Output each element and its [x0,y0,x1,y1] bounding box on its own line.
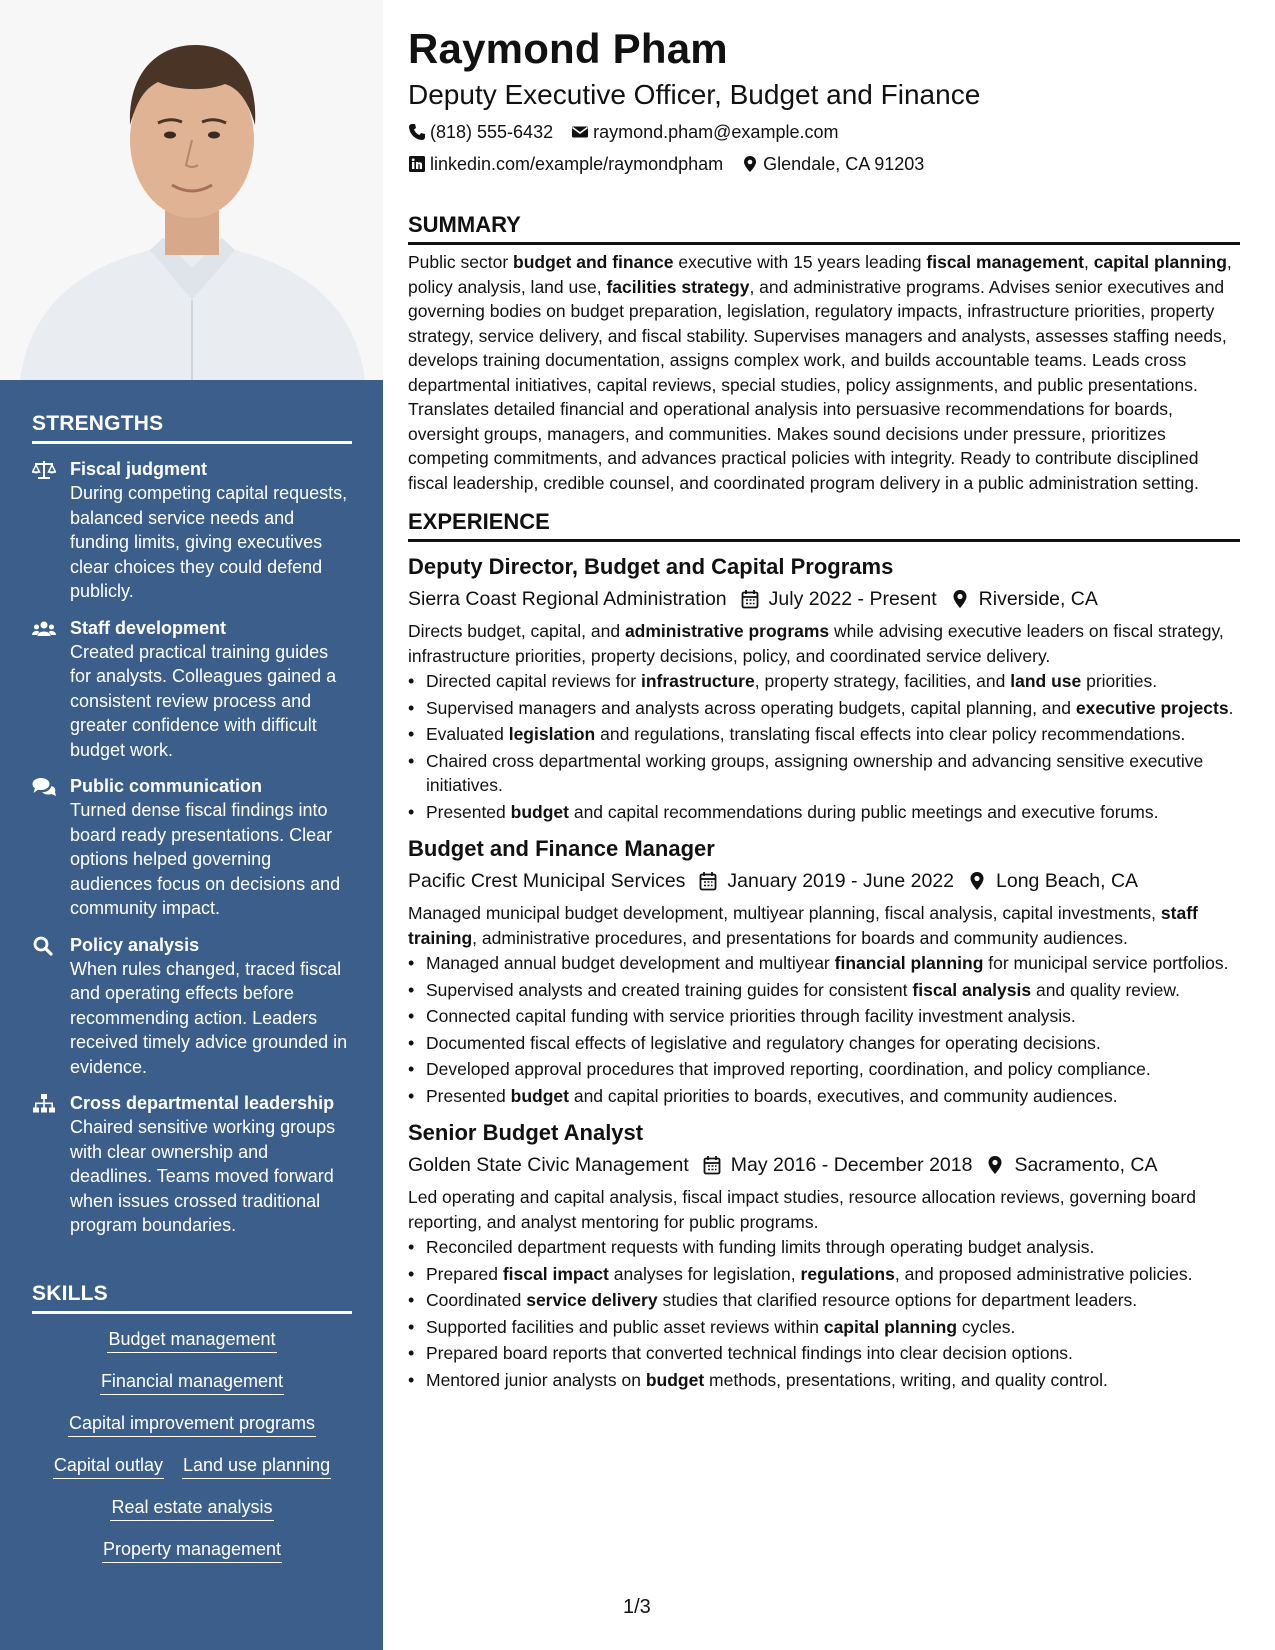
text-run: for municipal service portfolios. [983,953,1229,973]
text-run: Public sector [408,252,514,272]
bold-text: administrative programs [624,621,830,641]
text-run: Supervised managers and analysts across operating budgets, capital planning, and [426,697,1076,718]
profile-photo [0,0,383,380]
skill-tag: Financial management [100,1370,284,1395]
bold-text: fiscal analysis [912,979,1032,1000]
skill-tag: Property management [102,1538,282,1563]
text-run: Evaluated [426,724,509,744]
text-run: Prepared [426,1263,503,1284]
text-run: Presented [426,801,511,822]
linkedin-text: linkedin.com/example/raymondpham [430,154,724,174]
bold-text: capital planning [823,1316,958,1337]
bold-text: capital planning [1093,252,1227,272]
text-run: Documented fiscal effects of legislative and regulatory changes for operating decisions. [426,1032,1101,1053]
bold-text: regulations [800,1263,895,1284]
candidate-role: Deputy Executive Officer, Budget and Finance [408,79,981,110]
page-number: 1/3 [623,1596,651,1618]
main-content [408,22,1240,1394]
text-run: and regulations, translating fiscal effects into clear policy recommendations. [595,724,1186,744]
job-bullet [408,1031,1240,1056]
calendar-icon [699,871,717,891]
job-location-text: Riverside, CA [978,588,1098,610]
text-run: , property strategy, facilities, and [754,671,1011,691]
job-bullet [408,669,1240,694]
text-run: . [1228,697,1234,718]
bold-text: land use [1010,671,1082,691]
job-bullet [408,800,1240,825]
job-location [968,867,1138,895]
strength-title: Fiscal judgment [70,459,208,479]
job-bullet [408,749,1240,798]
text-run: , policy analysis, land use, [408,252,1232,297]
job-dates [703,1151,973,1179]
text-run: Connected capital funding with service priorities through facility investment analysis. [426,1006,1076,1026]
job-bullet [408,1084,1240,1109]
text-run: Managed municipal budget development, multiyear planning, fiscal analysis, capital investments, [408,903,1161,923]
summary-text [408,250,1240,495]
text-run: and capital recommendations during public meetings and executive forums. [568,801,1159,822]
email-contact[interactable] [571,120,838,144]
summary-heading: SUMMARY [408,212,1240,245]
job-bullets [408,669,1240,824]
bold-text: fiscal management [926,252,1084,272]
phone-text: (818) 555-6432 [430,122,554,142]
job-bullet [408,722,1240,747]
strength-title: Policy analysis [70,934,200,955]
bold-text: infrastructure [640,671,755,691]
job-entry [408,1118,1240,1392]
bold-text: budget [510,801,569,822]
strengths-heading: STRENGTHS [32,412,352,444]
job-dates-text: January 2019 - June 2022 [727,870,955,892]
job-bullet [408,1262,1240,1287]
job-title: Budget and Finance Manager [408,836,715,861]
company-name: Pacific Crest Municipal Services [408,870,686,892]
strength-title: Public communication [70,776,263,796]
text-run: Directed capital reviews for [426,671,641,691]
strength-title: Cross departmental leadership [70,1093,335,1113]
text-run: Mentored junior analysts on [426,1369,646,1390]
text-run: , and proposed administrative policies. [894,1263,1193,1284]
job-bullet [408,696,1240,721]
phone-icon [408,123,426,141]
job-title: Senior Budget Analyst [408,1120,644,1145]
users-icon [32,619,56,639]
skill-row [32,1496,352,1521]
sidebar [0,0,383,1650]
text-run: , [1083,252,1094,272]
skill-row [32,1370,352,1395]
map-pin-icon [951,589,969,609]
strength-description: Chaired sensitive working groups with clear ownership and deadlines. Teams moved forward when issues crossed traditional program boundaries. [70,1117,336,1235]
job-entry [408,552,1240,824]
job-bullet [408,978,1240,1003]
text-run: and capital priorities to boards, executives, and community audiences. [568,1085,1118,1106]
experience-list [408,552,1240,1392]
company-name: Golden State Civic Management [408,1154,689,1176]
strength-description: Created practical training guides for analysts. Colleagues gained a consistent review process and greater confidence with difficult budget work. [70,641,337,760]
text-run: analyses for legislation, [608,1263,801,1284]
candidate-name: Raymond Pham [408,25,728,72]
strength-item [32,934,352,1080]
bold-text: fiscal impact [502,1263,609,1284]
skill-tag: Real estate analysis [110,1496,273,1521]
text-run: Presented [426,1085,511,1106]
text-run: studies that clarified resource options for department leaders. [657,1290,1138,1310]
job-meta [408,867,1240,895]
text-run: Coordinated [426,1290,527,1310]
map-pin-icon [986,1155,1004,1175]
location-text: Glendale, CA 91203 [763,154,925,174]
skills-heading: SKILLS [32,1282,352,1314]
job-entry [408,834,1240,1108]
text-run: Supported facilities and public asset reviews within [426,1316,824,1337]
text-run: Led operating and capital analysis, fiscal impact studies, resource allocation reviews, governing board reporting, and analyst mentoring for public programs. [408,1187,1196,1232]
skill-tag: Land use planning [182,1454,331,1479]
skill-tag: Capital improvement programs [68,1412,316,1437]
linkedin-contact[interactable] [408,152,723,176]
job-bullet [408,1057,1240,1082]
experience-heading: EXPERIENCE [408,509,1240,542]
bold-text: budget and finance [513,252,674,272]
text-run: Directs budget, capital, and [408,621,625,641]
job-location [951,585,1098,613]
calendar-icon [703,1155,721,1175]
strength-item [32,458,352,604]
strength-item [32,1092,352,1238]
text-run: cycles. [957,1316,1016,1337]
job-bullet [408,951,1240,976]
bold-text: legislation [508,724,596,744]
job-dates-text: July 2022 - Present [768,588,937,610]
linkedin-icon [408,155,426,173]
contact-row [408,120,1240,144]
job-dates [699,867,954,895]
strengths-section [32,412,352,1238]
strength-description: Turned dense fiscal findings into board ready presentations. Clear options helped governing audiences focus on decisions and community impact. [70,800,341,918]
text-run: while advising executive leaders on fiscal strategy, infrastructure priorities, property decisions, policy, and coordinated service delivery. [408,621,1224,666]
company-name: Sierra Coast Regional Administration [408,588,727,610]
text-run: priorities. [1081,671,1158,691]
job-dates-text: May 2016 - December 2018 [730,1154,973,1176]
chat-icon [32,777,56,797]
bold-text: budget [645,1369,705,1390]
job-description [408,619,1240,668]
calendar-icon [741,589,759,609]
job-description [408,1185,1240,1234]
text-run: Managed annual budget development and multiyear [426,953,835,973]
strength-title: Staff development [70,617,227,638]
skill-row [32,1454,352,1479]
search-icon [32,936,56,956]
text-run: Supervised analysts and created training guides for consistent [426,979,913,1000]
bold-text: service delivery [526,1290,658,1310]
strength-item [32,775,352,921]
skill-tag: Budget management [107,1328,276,1353]
skill-row [32,1412,352,1437]
phone-contact[interactable] [408,120,553,144]
job-bullet [408,1315,1240,1340]
envelope-icon [571,123,589,141]
job-description [408,901,1240,950]
text-run: methods, presentations, writing, and quality control. [704,1369,1108,1390]
job-bullet [408,1368,1240,1393]
job-location-text: Long Beach, CA [996,870,1139,892]
text-run: executive with 15 years leading [673,252,927,272]
strength-item [32,617,352,763]
text-run: Developed approval procedures that improved reporting, coordination, and policy compliance. [426,1059,1151,1079]
job-meta [408,585,1240,613]
skill-tag: Capital outlay [53,1454,164,1479]
job-title: Deputy Director, Budget and Capital Programs [408,554,894,579]
job-bullets [408,1235,1240,1392]
skills-section [32,1282,352,1563]
org-chart-icon [32,1094,56,1114]
job-location-text: Sacramento, CA [1014,1154,1158,1176]
email-text: raymond.pham@example.com [593,122,839,142]
job-bullet [408,1004,1240,1029]
text-run: Reconciled department requests with funding limits through operating budget analysis. [426,1237,1095,1257]
bold-text: staff training [408,903,1198,948]
map-pin-icon [741,155,759,173]
strength-description: During competing capital requests, balanced service needs and funding limits, giving executives clear choices they could defend publicly. [70,483,348,601]
bold-text: facilities strategy [606,276,750,297]
bold-text: budget [510,1085,569,1106]
text-run: Chaired cross departmental working groups, assigning ownership and advancing sensitive executive initiatives. [426,750,1204,795]
text-run: Prepared board reports that converted technical findings into clear decision options. [426,1343,1073,1363]
job-bullet [408,1341,1240,1366]
job-dates [741,585,937,613]
map-pin-icon [968,871,986,891]
job-bullet [408,1235,1240,1260]
scale-icon [32,460,56,480]
text-run: and quality review. [1031,979,1180,1000]
strength-description: When rules changed, traced fiscal and operating effects before recommending action. Leaders received timely advice grounded in evidence. [70,958,348,1077]
text-run: , and administrative programs. Advises senior executives and governing bodies on budget preparation, legislation, regulatory impacts, infrastructure priorities, property strategy, service delivery, and fiscal stability. Supervises managers and analysts, assesses staffing needs, develops training documentation, assigns complex work, and builds accountable teams. Leads cross departmental initiatives, capital reviews, special studies, policy assignments, and public presentations. Translates detailed financial and operational analysis into persuasive recommendations for boards, oversight groups, managers, and communities. Makes sound decisions under pressure, prioritizes competing commitments, and advances practical policies with integrity. Ready to contribute disciplined fiscal leadership, credible counsel, and coordinated program delivery in a public administration setting. [408,276,1227,493]
job-bullets [408,951,1240,1108]
skill-row [32,1328,352,1353]
bold-text: financial planning [834,953,984,973]
location-contact [741,152,924,176]
text-run: , administrative procedures, and presentations for boards and community audiences. [472,927,1128,948]
job-bullet [408,1288,1240,1313]
contact-row [408,152,1240,176]
job-location [986,1151,1157,1179]
bold-text: executive projects [1075,697,1229,718]
job-meta [408,1151,1240,1179]
skill-row [32,1538,352,1563]
